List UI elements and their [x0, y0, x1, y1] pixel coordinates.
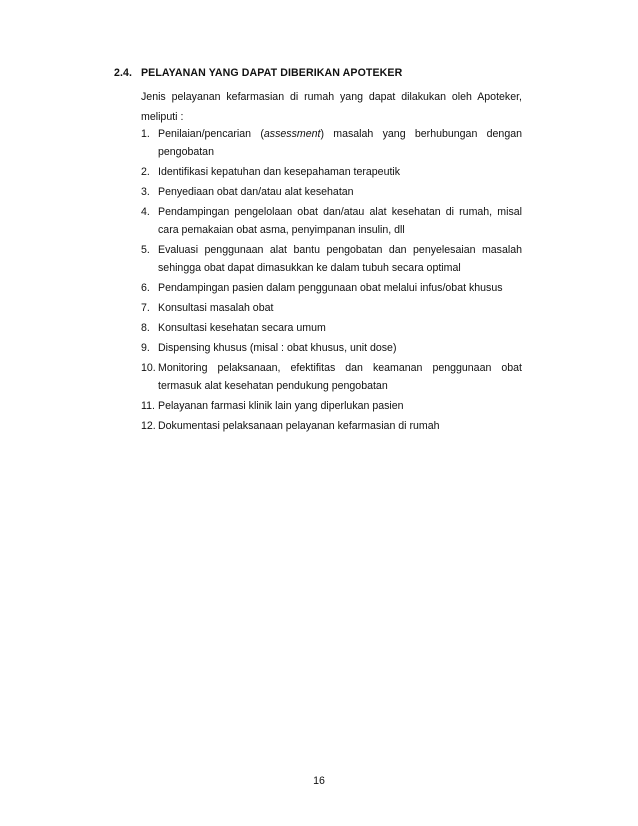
list-item-text-before: Penilaian/pencarian (: [158, 128, 264, 140]
list-item-text: Pendampingan pengelolaan obat dan/atau alat kesehatan di rumah, misal cara pemakaian obat asma, penyimpanan insulin, dll: [158, 206, 522, 236]
list-item: [141, 125, 522, 161]
list-item-text: Monitoring pelaksanaan, efektifitas dan keamanan penggunaan obat termasuk alat kesehatan pendukung pengobatan: [158, 362, 522, 392]
list-item: [141, 397, 522, 415]
list-item-number: 1.: [141, 128, 150, 140]
service-list: [141, 125, 522, 437]
list-item: [141, 299, 522, 317]
list-item-text: Dispensing khusus (misal : obat khusus, unit dose): [158, 342, 397, 354]
page-number: 16: [313, 775, 325, 787]
list-item-number: 8.: [141, 322, 150, 334]
section-heading: [114, 67, 402, 79]
list-item-text: Penyediaan obat dan/atau alat kesehatan: [158, 186, 354, 198]
list-item: [141, 319, 522, 337]
list-item-number: 7.: [141, 302, 150, 314]
list-item-text-after: ) masalah yang berhubungan dengan pengobatan: [158, 128, 522, 158]
list-item: [141, 279, 522, 297]
list-item-text: Konsultasi kesehatan secara umum: [158, 322, 326, 334]
list-item-number: 9.: [141, 342, 150, 354]
section-title: PELAYANAN YANG DAPAT DIBERIKAN APOTEKER: [141, 67, 403, 79]
list-item: [141, 183, 522, 201]
list-item-number: 12.: [141, 420, 156, 432]
intro-paragraph: Jenis pelayanan kefarmasian di rumah yang dapat dilakukan oleh Apoteker, meliputi :: [141, 91, 522, 123]
list-item-text: Pelayanan farmasi klinik lain yang diperlukan pasien: [158, 400, 404, 412]
list-item: [141, 241, 522, 277]
list-item-number: 10.: [141, 362, 156, 374]
list-item: [141, 359, 522, 395]
list-item-number: 2.: [141, 166, 150, 178]
section-number: 2.4.: [114, 67, 133, 79]
list-item-text: Identifikasi kepatuhan dan kesepahaman terapeutik: [158, 166, 401, 178]
list-item-number: 5.: [141, 244, 150, 256]
list-item-text: Konsultasi masalah obat: [158, 302, 274, 314]
list-item-number: 11.: [141, 400, 155, 412]
list-item-number: 6.: [141, 282, 150, 294]
list-item: [141, 417, 522, 435]
list-item: [141, 203, 522, 239]
list-item-text: Dokumentasi pelaksanaan pelayanan kefarmasian di rumah: [158, 420, 440, 432]
list-item-number: 4.: [141, 206, 150, 218]
list-item: [141, 163, 522, 181]
list-item-text: Pendampingan pasien dalam penggunaan obat melalui infus/obat khusus: [158, 282, 503, 294]
list-item-number: 3.: [141, 186, 150, 198]
list-item-text: Evaluasi penggunaan alat bantu pengobatan dan penyelesaian masalah sehingga obat dapat dimasukkan ke dalam tubuh secara optimal: [158, 244, 522, 274]
list-item: [141, 339, 522, 357]
list-item-italic-term: assessment: [263, 128, 321, 140]
